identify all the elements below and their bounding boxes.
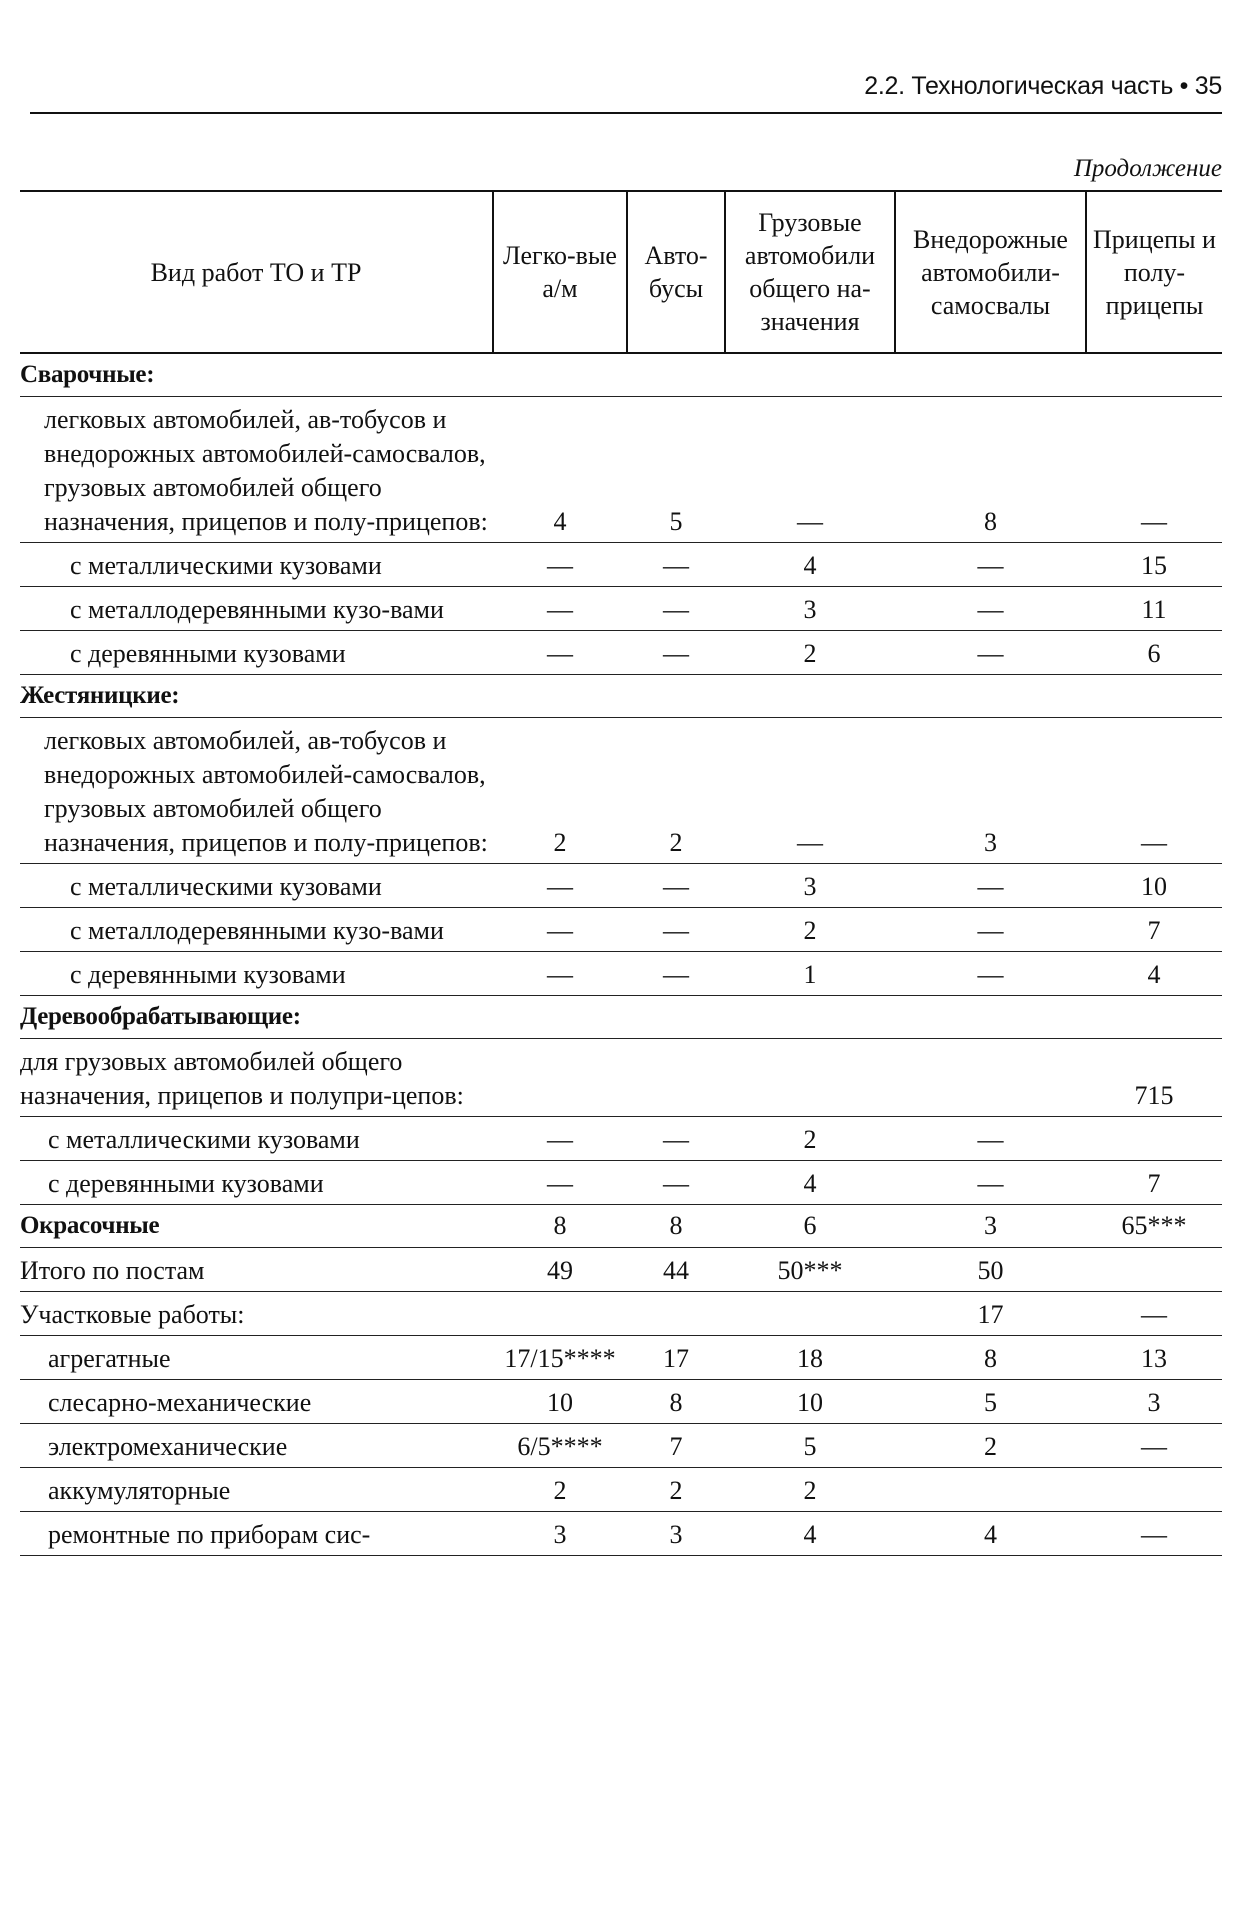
cell-trucks: 6 [803, 1211, 817, 1240]
cell-trailers: — [1141, 507, 1167, 536]
cell-trucks: 18 [797, 1344, 823, 1373]
cell-trailers: 11 [1141, 595, 1167, 624]
header-cars: Легко-вые а/м [493, 191, 627, 353]
section-row [20, 353, 1222, 397]
cell-offroad-dumpers: 8 [984, 507, 997, 536]
table-header-row [20, 191, 1222, 353]
cell-buses: — [663, 1169, 689, 1198]
row-label: ремонтные по приборам сис- [48, 1520, 371, 1549]
table-row [20, 587, 1222, 631]
header-trucks: Грузовые автомобили общего на-значения [725, 191, 895, 353]
cell-trailers: 13 [1141, 1344, 1167, 1373]
table-row [20, 1039, 1222, 1117]
cell-trucks: 4 [803, 551, 817, 580]
cell-cars: 8 [553, 1211, 567, 1240]
cell-cars: 10 [547, 1388, 573, 1417]
table-row [20, 543, 1222, 587]
cell-trailers: 7 [1147, 916, 1161, 945]
row-label: с металлодеревянными кузо-вами [70, 916, 444, 945]
table-row [20, 1336, 1222, 1380]
cell-trailers: 10 [1141, 872, 1167, 901]
table-row [20, 908, 1222, 952]
row-label: с металлическими кузовами [70, 872, 382, 901]
cell-cars: — [547, 872, 573, 901]
cell-cars: — [547, 595, 573, 624]
cell-buses [627, 353, 725, 397]
cell-cars: — [547, 1125, 573, 1154]
cell-offroad-dumpers: 3 [984, 1211, 997, 1240]
cell-trailers: 15 [1141, 551, 1167, 580]
cell-offroad-dumpers: — [977, 1169, 1004, 1198]
row-label: с металлодеревянными кузо-вами [70, 595, 444, 624]
header-trailers: Прицепы и полу-прицепы [1086, 191, 1222, 353]
cell-trailers [1086, 1248, 1222, 1292]
section-label: Деревообрабатывающие: [20, 1003, 301, 1030]
cell-trailers: 65*** [1121, 1211, 1187, 1240]
table-row [20, 1161, 1222, 1205]
cell-buses [627, 996, 725, 1039]
cell-trucks: 3 [803, 872, 817, 901]
cell-cars: 6/5**** [517, 1432, 603, 1461]
row-label: с деревянными кузовами [70, 960, 346, 989]
cell-trucks: 10 [797, 1388, 823, 1417]
section-row [20, 1205, 1222, 1248]
cell-trailers: — [1141, 828, 1167, 857]
cell-trailers [1086, 675, 1222, 718]
table-row [20, 952, 1222, 996]
cell-trailers [1086, 1468, 1222, 1512]
cell-trucks: 1 [803, 960, 817, 989]
cell-cars: 17/15**** [504, 1344, 616, 1373]
cell-offroad-dumpers: 3 [984, 828, 997, 857]
cell-buses: — [663, 1125, 689, 1154]
cell-buses: — [663, 916, 689, 945]
cell-offroad-dumpers: — [977, 960, 1004, 989]
row-label: Итого по постам [20, 1256, 205, 1285]
cell-offroad-dumpers: 17 [977, 1300, 1004, 1329]
section-label: Сварочные: [20, 361, 155, 388]
cell-trailers: 7 [1147, 1169, 1161, 1198]
cell-buses: 2 [669, 828, 683, 857]
cell-buses: 44 [663, 1256, 689, 1285]
cell-cars: 3 [553, 1520, 567, 1549]
cell-buses: — [663, 595, 689, 624]
cell-cars [493, 1292, 627, 1336]
row-label: электромеханические [48, 1432, 288, 1461]
cell-buses: 17 [663, 1344, 689, 1373]
cell-trucks [725, 1292, 895, 1336]
cell-trucks [725, 353, 895, 397]
table-row [20, 864, 1222, 908]
cell-buses: — [663, 639, 689, 668]
cell-offroad-dumpers [895, 996, 1086, 1039]
table-row [20, 1424, 1222, 1468]
cell-trailers [1086, 353, 1222, 397]
cell-buses: — [663, 960, 689, 989]
cell-cars: 4 [553, 507, 567, 536]
cell-trucks: 2 [803, 1476, 817, 1505]
section-row [20, 675, 1222, 718]
row-label: легковых автомобилей, ав-тобусов и внедорожных автомобилей-самосвалов, грузовых автомобилей общего назначения, прицепов и полу-прицепов: [44, 405, 488, 536]
cell-offroad-dumpers: 2 [984, 1432, 997, 1461]
row-label: Участковые работы: [20, 1300, 245, 1329]
cell-buses [627, 1039, 725, 1117]
continuation-label: Продолжение [1073, 155, 1222, 182]
row-label: для грузовых автомобилей общего назначения, прицепов и полупри-цепов: [20, 1047, 464, 1110]
cell-buses: — [663, 872, 689, 901]
cell-offroad-dumpers [895, 675, 1086, 718]
cell-cars [493, 1039, 627, 1117]
cell-trucks: 5 [803, 1432, 817, 1461]
row-label: легковых автомобилей, ав-тобусов и внедорожных автомобилей-самосвалов, грузовых автомобилей общего назначения, прицепов и полу-прицепов: [44, 726, 488, 857]
cell-cars: — [547, 1169, 573, 1198]
cell-buses: 5 [669, 507, 683, 536]
cell-trucks: 4 [803, 1520, 817, 1549]
table-row [20, 1117, 1222, 1161]
row-label: агрегатные [48, 1344, 171, 1373]
cell-cars: — [547, 960, 573, 989]
cell-offroad-dumpers: 5 [984, 1388, 997, 1417]
cell-buses: 8 [669, 1388, 683, 1417]
table-row [20, 631, 1222, 675]
cell-buses [627, 675, 725, 718]
cell-trailers: 715 [1134, 1081, 1174, 1110]
cell-offroad-dumpers: — [977, 639, 1004, 668]
section-row [20, 996, 1222, 1039]
cell-offroad-dumpers: — [977, 595, 1004, 624]
table-row [20, 1248, 1222, 1292]
cell-offroad-dumpers: 8 [984, 1344, 997, 1373]
table-row [20, 1380, 1222, 1424]
section-label: Окрасочные [20, 1212, 160, 1239]
table-row [20, 1512, 1222, 1556]
cell-offroad-dumpers: — [977, 872, 1004, 901]
cell-cars: — [547, 551, 573, 580]
cell-trucks: 4 [803, 1169, 817, 1198]
row-label: аккумуляторные [48, 1476, 231, 1505]
cell-trailers: — [1141, 1520, 1167, 1549]
cell-trucks: 2 [803, 916, 817, 945]
header-offroad-dumpers: Внедорожные автомобили-самосвалы [895, 191, 1086, 353]
cell-offroad-dumpers: 50 [977, 1256, 1004, 1285]
cell-cars [493, 996, 627, 1039]
cell-trailers: 3 [1147, 1388, 1161, 1417]
cell-trucks: 3 [803, 595, 817, 624]
row-label: слесарно-механические [48, 1388, 312, 1417]
cell-cars: — [547, 916, 573, 945]
running-head: 2.2. Технологическая часть • 35 [864, 72, 1222, 100]
work-types-table [20, 190, 1222, 1556]
cell-trailers [1086, 1117, 1222, 1161]
cell-buses: — [663, 551, 689, 580]
cell-trucks [725, 996, 895, 1039]
table-row [20, 1468, 1222, 1512]
cell-trailers [1086, 996, 1222, 1039]
row-label: с металлическими кузовами [70, 551, 382, 580]
cell-cars [493, 353, 627, 397]
cell-cars: 49 [547, 1256, 573, 1285]
cell-buses: 8 [669, 1211, 683, 1240]
header-rule [30, 112, 1222, 114]
row-label: с деревянными кузовами [48, 1169, 324, 1198]
cell-offroad-dumpers: — [977, 916, 1004, 945]
cell-buses: 2 [669, 1476, 683, 1505]
header-buses: Авто-бусы [627, 191, 725, 353]
table-row [20, 718, 1222, 864]
cell-trucks: 2 [803, 1125, 817, 1154]
cell-offroad-dumpers [895, 353, 1086, 397]
cell-cars: 2 [553, 828, 567, 857]
cell-trailers: 4 [1147, 960, 1161, 989]
cell-trucks [725, 675, 895, 718]
row-label: с деревянными кузовами [70, 639, 346, 668]
cell-trucks: — [797, 507, 823, 536]
cell-buses: 3 [669, 1520, 683, 1549]
cell-trailers: — [1141, 1432, 1167, 1461]
section-label: Жестяницкие: [20, 682, 180, 709]
row-label: с металлическими кузовами [48, 1125, 360, 1154]
table-row [20, 1292, 1222, 1336]
cell-offroad-dumpers: — [977, 1125, 1004, 1154]
header-work-type: Вид работ ТО и ТР [150, 257, 362, 287]
cell-cars [493, 675, 627, 718]
cell-offroad-dumpers [895, 1039, 1086, 1117]
cell-offroad-dumpers: 4 [984, 1520, 997, 1549]
cell-trailers: 6 [1147, 639, 1161, 668]
cell-trucks: 50*** [777, 1256, 843, 1285]
cell-cars: 2 [553, 1476, 567, 1505]
cell-offroad-dumpers: — [977, 551, 1004, 580]
cell-trucks: 2 [803, 639, 817, 668]
cell-trucks: — [797, 828, 823, 857]
table-row [20, 397, 1222, 543]
cell-offroad-dumpers [895, 1468, 1086, 1512]
cell-buses: 7 [669, 1432, 683, 1461]
cell-trailers: — [1141, 1300, 1167, 1329]
cell-buses [627, 1292, 725, 1336]
cell-trucks [725, 1039, 895, 1117]
cell-cars: — [547, 639, 573, 668]
